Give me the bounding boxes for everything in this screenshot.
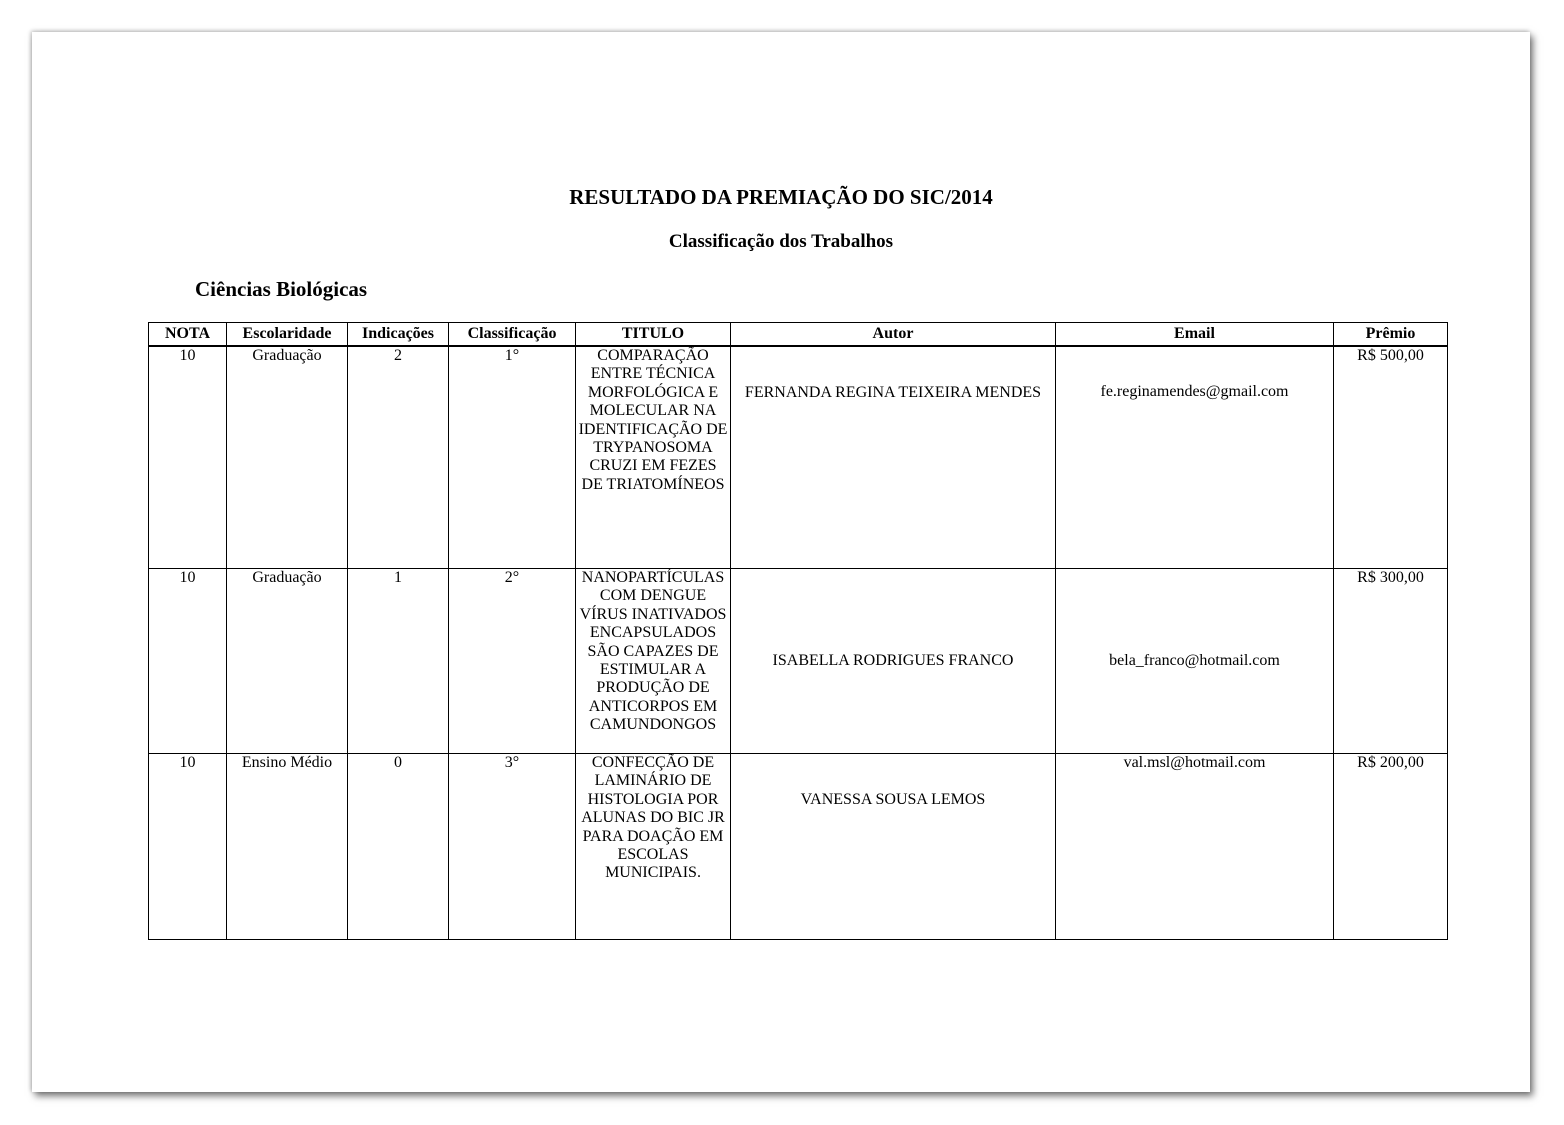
cell-escolaridade: Ensino Médio — [227, 754, 348, 940]
cell-premio: R$ 200,00 — [1334, 754, 1448, 940]
header-autor: Autor — [731, 323, 1056, 347]
cell-premio: R$ 300,00 — [1334, 569, 1448, 754]
cell-classificacao: 2° — [449, 569, 576, 754]
cell-email: bela_franco@hotmail.com — [1056, 569, 1334, 754]
cell-classificacao: 3° — [449, 754, 576, 940]
table-header-row — [149, 323, 1448, 347]
results-table — [148, 322, 1448, 940]
cell-autor: VANESSA SOUSA LEMOS — [731, 754, 1056, 940]
cell-autor: FERNANDA REGINA TEIXEIRA MENDES — [731, 346, 1056, 569]
cell-nota: 10 — [149, 754, 227, 940]
header-premio: Prêmio — [1334, 323, 1448, 347]
cell-titulo: COMPARAÇÃO ENTRE TÉCNICA MORFOLÓGICA E MOLECULAR NA IDENTIFICAÇÃO DE TRYPANOSOMA CRUZI EM FEZES DE TRIATOMÍNEOS — [576, 346, 731, 569]
cell-escolaridade: Graduação — [227, 569, 348, 754]
cell-premio: R$ 500,00 — [1334, 346, 1448, 569]
header-email: Email — [1056, 323, 1334, 347]
document-page — [32, 32, 1530, 1092]
section-heading: Ciências Biológicas — [195, 277, 368, 301]
cell-classificacao: 1° — [449, 346, 576, 569]
header-escolaridade: Escolaridade — [227, 323, 348, 347]
header-nota: NOTA — [149, 323, 227, 347]
cell-nota: 10 — [149, 346, 227, 569]
cell-email: val.msl@hotmail.com — [1056, 754, 1334, 940]
document-title: RESULTADO DA PREMIAÇÃO DO SIC/2014 — [569, 185, 993, 209]
document-subtitle: Classificação dos Trabalhos — [668, 231, 894, 252]
cell-email: fe.reginamendes@gmail.com — [1056, 346, 1334, 569]
cell-nota: 10 — [149, 569, 227, 754]
header-classificacao: Classificação — [449, 323, 576, 347]
cell-indicacoes: 1 — [348, 569, 449, 754]
table-row — [149, 346, 1448, 569]
cell-titulo: NANOPARTÍCULAS COM DENGUE VÍRUS INATIVADOS ENCAPSULADOS SÃO CAPAZES DE ESTIMULAR A PRODUÇÃO DE ANTICORPOS EM CAMUNDONGOS — [576, 569, 731, 754]
cell-indicacoes: 0 — [348, 754, 449, 940]
cell-escolaridade: Graduação — [227, 346, 348, 569]
table-row — [149, 754, 1448, 940]
header-titulo: TITULO — [576, 323, 731, 347]
cell-titulo: CONFECÇÃO DE LAMINÁRIO DE HISTOLOGIA POR ALUNAS DO BIC JR PARA DOAÇÃO EM ESCOLAS MUNICIPAIS. — [576, 754, 731, 940]
cell-indicacoes: 2 — [348, 346, 449, 569]
header-indicacoes: Indicações — [348, 323, 449, 347]
cell-autor: ISABELLA RODRIGUES FRANCO — [731, 569, 1056, 754]
table-row — [149, 569, 1448, 754]
